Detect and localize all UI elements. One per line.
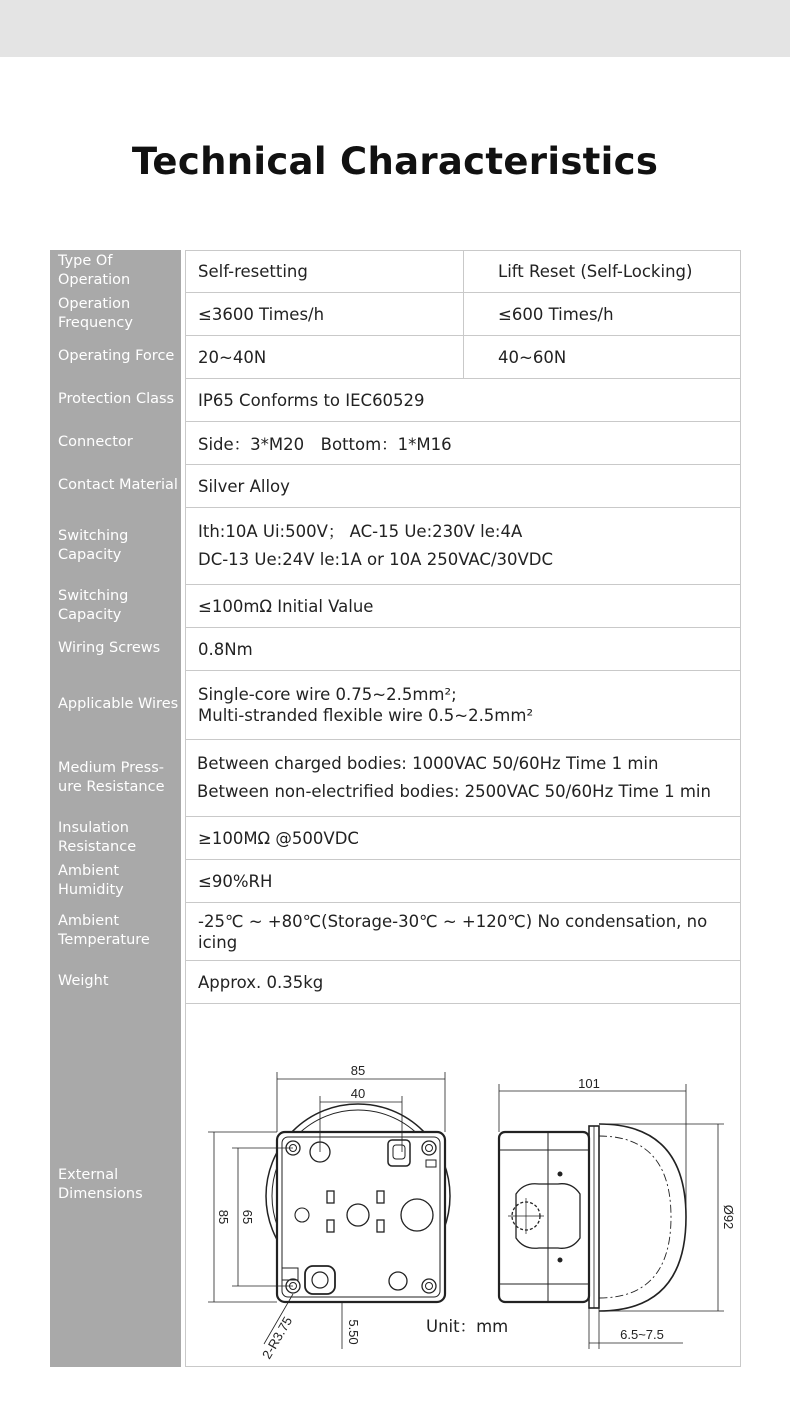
spec-value-a: Approx. 0.35kg bbox=[198, 972, 324, 992]
spec-label: Type Of Operation bbox=[50, 250, 181, 292]
dim-label-65: 65 bbox=[240, 1209, 255, 1225]
spec-label: Protection Class bbox=[50, 378, 181, 421]
dim-label-550: 5.50 bbox=[346, 1319, 361, 1345]
spec-value-b: Lift Reset (Self-Locking) bbox=[498, 262, 693, 281]
spec-value bbox=[185, 584, 741, 627]
dim-label-depth: 6.5~7.5 bbox=[620, 1327, 664, 1342]
spec-label: Switching Capacity bbox=[50, 507, 181, 584]
spec-row-applicable-wires bbox=[50, 670, 741, 739]
cell-divider bbox=[463, 336, 464, 378]
spec-value-line-1: Ith:10A Ui:500V； AC-15 Ue:230V le:4A bbox=[198, 522, 523, 541]
spec-value-line-2: Between non-electrified bodies: 2500VAC 50/60Hz Time 1 min bbox=[197, 782, 711, 801]
spec-value-a: ≤90%RH bbox=[198, 871, 273, 891]
front-view bbox=[208, 1063, 450, 1362]
spec-row-operation-frequency bbox=[50, 292, 741, 335]
dim-label-101: 101 bbox=[578, 1076, 600, 1091]
spec-label: External Dimensions bbox=[50, 1003, 181, 1367]
spec-row-humidity bbox=[50, 859, 741, 902]
spec-value bbox=[185, 816, 741, 859]
spec-value-a: 0.8Nm bbox=[198, 639, 253, 659]
housing-box bbox=[277, 1132, 445, 1302]
spec-label: Ambient Humidity bbox=[50, 859, 181, 902]
spec-row-medium-pressure bbox=[50, 739, 741, 816]
spec-label: Connector bbox=[50, 421, 181, 464]
dimension-drawing-cell bbox=[185, 1003, 741, 1367]
cell-divider bbox=[463, 293, 464, 335]
spec-value bbox=[185, 670, 741, 739]
cell-divider bbox=[463, 251, 464, 292]
spec-value bbox=[185, 902, 741, 960]
dim-label-40: 40 bbox=[350, 1086, 366, 1101]
spec-row-dimensions bbox=[50, 1003, 741, 1367]
spec-row-contact-resistance bbox=[50, 584, 741, 627]
spec-label: Insulation Resistance bbox=[50, 816, 181, 859]
spec-value bbox=[185, 507, 741, 584]
side-dot bbox=[558, 1258, 562, 1262]
spec-row-connector bbox=[50, 421, 741, 464]
spec-label: Ambient Temperature bbox=[50, 902, 181, 960]
dim-label-85: 85 bbox=[350, 1063, 366, 1078]
spec-value-a: Self-resetting bbox=[198, 262, 308, 281]
spec-row-insulation bbox=[50, 816, 741, 859]
spec-row-operation-type bbox=[50, 250, 741, 292]
spec-value-line-1: Between charged bodies: 1000VAC 50/60Hz Time 1 min bbox=[197, 754, 659, 773]
spec-value-line-1: Single-core wire 0.75~2.5mm²; bbox=[198, 685, 457, 704]
spec-row-contact-material bbox=[50, 464, 741, 507]
spec-value bbox=[185, 250, 741, 292]
spec-value-line-2: icing bbox=[198, 932, 238, 952]
spec-label: Weight bbox=[50, 960, 181, 1003]
spec-row-temperature bbox=[50, 902, 741, 960]
spec-value-a: ≤100mΩ Initial Value bbox=[198, 596, 374, 616]
spec-row-weight bbox=[50, 960, 741, 1003]
spec-value bbox=[185, 960, 741, 1003]
spec-label: Medium Press-ure Resistance bbox=[50, 739, 181, 816]
spec-row-protection-class bbox=[50, 378, 741, 421]
spec-label: Applicable Wires bbox=[50, 670, 181, 739]
spec-label: Operation Frequency bbox=[50, 292, 181, 335]
dim-label-92: Ø92 bbox=[721, 1204, 736, 1230]
spec-value bbox=[185, 627, 741, 670]
spec-value-lines bbox=[198, 671, 533, 739]
spec-value-lines bbox=[197, 740, 711, 816]
spec-value-a: Silver Alloy bbox=[198, 476, 290, 496]
spec-label: Switching Capacity bbox=[50, 584, 181, 627]
top-banner bbox=[0, 0, 790, 57]
spec-value-line-2: Multi-stranded flexible wire 0.5~2.5mm² bbox=[198, 706, 534, 725]
spec-row-operating-force bbox=[50, 335, 741, 378]
spec-row-switching-capacity bbox=[50, 507, 741, 584]
side-view bbox=[499, 1076, 736, 1349]
unit-label: Unit：mm bbox=[426, 1317, 509, 1336]
spec-value bbox=[185, 335, 741, 378]
side-dot bbox=[558, 1172, 562, 1176]
spec-value-lines bbox=[198, 903, 707, 960]
spec-row-wiring-screws bbox=[50, 627, 741, 670]
spec-label: Operating Force bbox=[50, 335, 181, 378]
spec-value bbox=[185, 859, 741, 902]
spec-value bbox=[185, 378, 741, 421]
dome-inner bbox=[599, 1136, 671, 1298]
spec-value-a: Side：3*M20 Bottom：1*M16 bbox=[198, 435, 452, 454]
spec-value bbox=[185, 292, 741, 335]
spec-value-b: 40~60N bbox=[498, 347, 567, 367]
spec-value-b: ≤600 Times/h bbox=[498, 304, 614, 324]
spec-value-a: IP65 Conforms to IEC60529 bbox=[198, 390, 425, 410]
spec-label: Contact Material bbox=[50, 464, 181, 507]
spec-value-a: ≤3600 Times/h bbox=[198, 304, 325, 324]
spec-value bbox=[185, 739, 741, 816]
spec-value-line-1: -25℃ ~ +80℃(Storage-30℃ ~ +120℃) No condensation, no bbox=[198, 911, 708, 931]
spec-label: Wiring Screws bbox=[50, 627, 181, 670]
spec-value-lines bbox=[198, 508, 553, 584]
spec-value-a: ≥100MΩ @500VDC bbox=[198, 828, 359, 848]
page-title: Technical Characteristics bbox=[131, 140, 659, 183]
dome-side bbox=[599, 1124, 686, 1311]
spec-value-line-2: DC-13 Ue:24V le:1A or 10A 250VAC/30VDC bbox=[198, 550, 554, 569]
dim-label-radius: 2-R3.75 bbox=[259, 1313, 296, 1362]
spec-value-a: 20~40N bbox=[198, 347, 267, 367]
dim-label-85-side: 85 bbox=[216, 1209, 231, 1225]
spec-value bbox=[185, 464, 741, 507]
spec-value bbox=[185, 421, 741, 464]
